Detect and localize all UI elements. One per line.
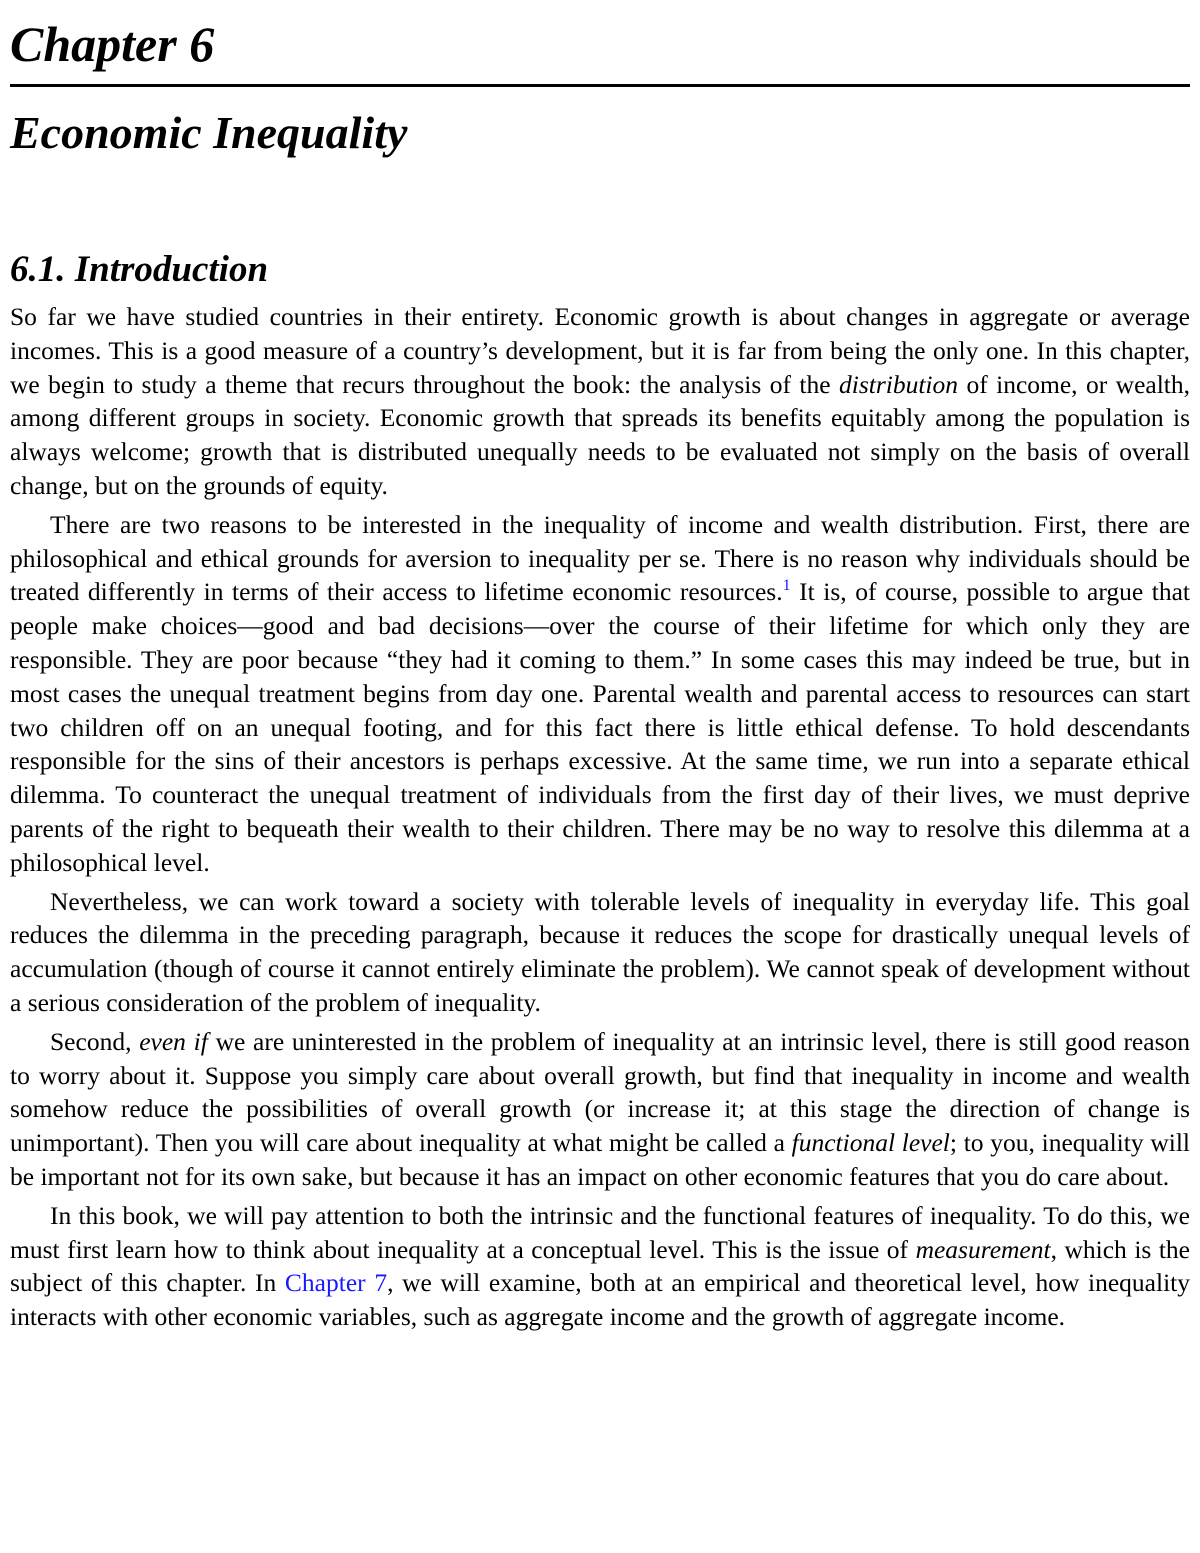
paragraph-4-text-a: Second,	[50, 1026, 140, 1056]
paragraph-1-text-a: So far we have studied countries in their entirety. Economic growth is about changes in aggregate or average incomes. This is a good measure of a country’s development, but it is far from being the only one. In this chapter, we begin to study a theme that recurs throughout the book: the analysis of the	[10, 302, 1190, 399]
section-title: 6.1. Introduction	[10, 249, 269, 290]
chapter-title: Economic Inequality	[10, 107, 408, 158]
paragraph-1-text-b: of income, or wealth, among different groups in society. Economic growth that spreads its benefits equitably among the population is always welcome; growth that is distributed unequally needs to be evaluated not simply on the basis of overall change, but on the grounds of equity.	[10, 369, 1191, 500]
chapter-rule	[10, 84, 1190, 87]
paragraph-5	[10, 1199, 1190, 1334]
paragraph-5-text-a: In this book, we will pay attention to both the intrinsic and the functional features of inequality. To do this, we must first learn how to think about inequality at a conceptual level. This is the issue of	[10, 1200, 1190, 1264]
paragraph-5-text-c: , we will examine, both at an empirical and theoretical level, how inequality interacts with other economic variables, such as aggregate income and the growth of aggregate income.	[10, 1268, 1190, 1332]
document-page	[10, 0, 1191, 1332]
paragraph-4-text-b: we are uninterested in the problem of inequality at an intrinsic level, there is still good reason to worry about it. Suppose you simply care about overall growth, but find that inequality in income and wealth somehow reduce the possibilities of overall growth (or increase it; at this stage the direction of change is unimportant). Then you will care about inequality at what might be called a	[10, 1026, 1190, 1158]
paragraph-4	[10, 1025, 1190, 1194]
paragraph-1-emphasis: distribution	[838, 369, 959, 399]
paragraph-5-emphasis: measurement	[915, 1234, 1051, 1264]
paragraph-5-text-b: , which is the subject of this chapter. In	[10, 1234, 1190, 1298]
paragraph-2-text-b: It is, of course, possible to argue that people make choices—good and bad decisions—over the course of their lifetime for which only they are responsible. They are poor because “they had it coming to them.” In some cases this may indeed be true, but in most cases the unequal treatment begins from day one. Parental wealth and parental access to resources can start two children off on an unequal footing, and for this fact there is little ethical defense. To hold descendants responsible for the sins of their ancestors is perhaps excessive. At the same time, we run into a separate ethical dilemma. To counteract the unequal treatment of individuals from the first day of their lives, we must deprive parents of the right to bequeath their wealth to their children. There may be no way to resolve this dilemma at a philosophical level.	[10, 577, 1190, 877]
paragraph-4-text-c: ; to you, inequality will be important not for its own sake, but because it has an impact on other economic features that you do care about.	[10, 1128, 1190, 1191]
chapter-label: Chapter 6	[10, 16, 215, 72]
paragraph-4-emphasis-1: even if	[139, 1026, 208, 1056]
footnote-1-link[interactable]: 1	[782, 577, 791, 595]
paragraph-2-text-a: There are two reasons to be interested in the inequality of income and wealth distribution. First, there are philosophical and ethical grounds for aversion to inequality per se. There is no reason why individuals should be treated differently in terms of their access to lifetime economic resources.	[10, 509, 1190, 607]
paragraph-2	[10, 508, 1190, 880]
paragraph-3-text: Nevertheless, we can work toward a society with tolerable levels of inequality in everyday life. This goal reduces the dilemma in the preceding paragraph, because it reduces the scope for drastically unequal levels of accumulation (though of course it cannot entirely eliminate the problem). We cannot speak of development without a serious consideration of the problem of inequality.	[10, 886, 1190, 1017]
paragraph-4-emphasis-2: functional level	[791, 1128, 950, 1158]
chapter-7-link[interactable]: Chapter 7	[284, 1268, 388, 1298]
paragraph-3	[10, 885, 1190, 1020]
paragraph-1	[10, 300, 1190, 503]
section-body	[10, 300, 1190, 1339]
